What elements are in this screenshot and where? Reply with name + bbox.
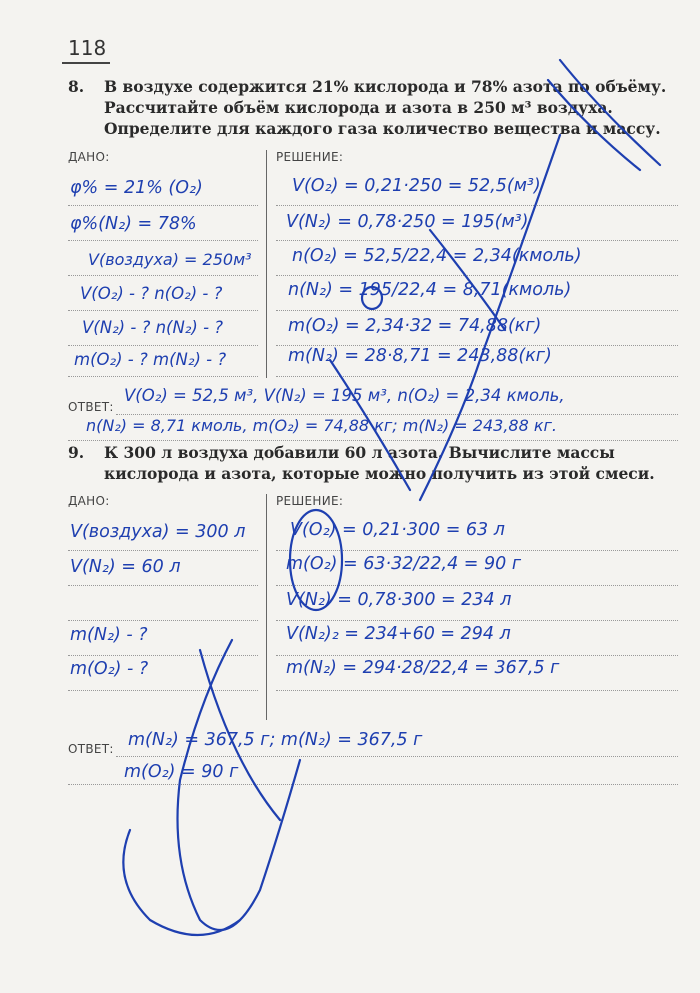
task-8-solution-line: m(N₂) = 28·8,71 = 243,88(кг) xyxy=(288,346,552,366)
rule xyxy=(276,205,678,206)
scribble-stroke xyxy=(123,830,240,935)
task-9-given-line: m(O₂) - ? xyxy=(70,659,149,679)
task-8-given-line: m(O₂) - ? m(N₂) - ? xyxy=(74,350,227,369)
task-8 xyxy=(68,76,678,139)
task-9-given-line: m(N₂) - ? xyxy=(70,625,148,645)
task-8-answer-line: V(O₂) = 52,5 м³, V(N₂) = 195 м³, n(O₂) = 2,34 кмоль, xyxy=(124,386,565,405)
task-9-solution-line: V(N₂) = 0,78·300 = 234 л xyxy=(286,590,512,610)
task-8-solution-label: РЕШЕНИЕ: xyxy=(276,150,344,164)
rule xyxy=(68,205,258,206)
rule xyxy=(68,310,258,311)
rule xyxy=(68,784,678,785)
task-9-solution-label: РЕШЕНИЕ: xyxy=(276,494,344,508)
task-8-solution-line: m(O₂) = 2,34·32 = 74,88(кг) xyxy=(288,316,542,336)
rule xyxy=(276,585,678,586)
scribble-stroke xyxy=(178,640,301,930)
task-9-answer-label: ОТВЕТ: xyxy=(68,742,114,756)
task-8-text: В воздухе содержится 21% кислорода и 78% азота по объёму. Рассчитайте объём кислорода и азота в 250 м³ воздуха. Определите для каждого газа количество вещества и массу. xyxy=(104,77,667,138)
rule xyxy=(276,240,678,241)
task-8-given-line: V(воздуха) = 250м³ xyxy=(88,250,252,269)
task-8-given-line: φ%(N₂) = 78% xyxy=(70,214,197,234)
task-8-divider xyxy=(266,150,267,378)
task-9-given-label: ДАНО: xyxy=(68,494,110,508)
rule xyxy=(276,310,678,311)
rule xyxy=(116,414,678,415)
task-9-solution-line: m(O₂) = 63·32/22,4 = 90 г xyxy=(286,554,522,574)
rule xyxy=(68,585,258,586)
task-9-given-line: V(N₂) = 60 л xyxy=(70,557,181,577)
task-8-solution-line: n(N₂) = 195/22,4 = 8,71(кмоль) xyxy=(288,280,572,300)
page-number: 118 xyxy=(68,36,107,60)
task-8-given-line: φ% = 21% (O₂) xyxy=(70,178,203,198)
task-8-given-label: ДАНО: xyxy=(68,150,110,164)
rule xyxy=(68,376,258,377)
task-8-number: 8. xyxy=(68,77,85,96)
rule xyxy=(276,655,678,656)
task-9-answer-line: m(N₂) = 367,5 г; m(N₂) = 367,5 г xyxy=(128,730,423,750)
task-8-answer-label: ОТВЕТ: xyxy=(68,400,114,414)
task-9-solution-line: m(N₂) = 294·28/22,4 = 367,5 г xyxy=(286,658,560,678)
task-8-answer-line: n(N₂) = 8,71 кмоль, m(O₂) = 74,88 кг; m(N₂) = 243,88 кг. xyxy=(86,416,557,435)
task-9-solution-line: V(O₂) = 0,21·300 = 63 л xyxy=(290,520,505,540)
task-8-solution-line: V(N₂) = 0,78·250 = 195(м³) xyxy=(286,212,529,232)
rule xyxy=(68,275,258,276)
task-8-given-line: V(O₂) - ? n(O₂) - ? xyxy=(80,284,223,303)
rule xyxy=(116,756,678,757)
rule xyxy=(276,550,678,551)
rule xyxy=(276,620,678,621)
rule xyxy=(68,550,258,551)
task-9-text: К 300 л воздуха добавили 60 л азота. Вычислите массы кислорода и азота, которые можно получить из этой смеси. xyxy=(104,443,655,483)
task-9-solution-line: V(N₂)₂ = 234+60 = 294 л xyxy=(286,624,511,644)
task-9-divider xyxy=(266,494,267,720)
rule xyxy=(68,440,678,441)
rule xyxy=(68,345,258,346)
rule xyxy=(68,240,258,241)
task-8-solution-line: V(O₂) = 0,21·250 = 52,5(м³) xyxy=(292,176,541,196)
task-9 xyxy=(68,442,678,484)
rule xyxy=(68,655,258,656)
task-9-given-line: V(воздуха) = 300 л xyxy=(70,522,246,542)
rule xyxy=(68,690,258,691)
task-9-number: 9. xyxy=(68,443,85,462)
task-8-given-line: V(N₂) - ? n(N₂) - ? xyxy=(82,318,224,337)
rule xyxy=(276,690,678,691)
task-8-solution-line: n(O₂) = 52,5/22,4 = 2,34(кмоль) xyxy=(292,246,582,266)
rule xyxy=(276,275,678,276)
task-9-answer-line: m(O₂) = 90 г xyxy=(124,762,239,782)
rule xyxy=(276,376,678,377)
page-number-underline xyxy=(62,62,110,64)
rule xyxy=(68,620,258,621)
